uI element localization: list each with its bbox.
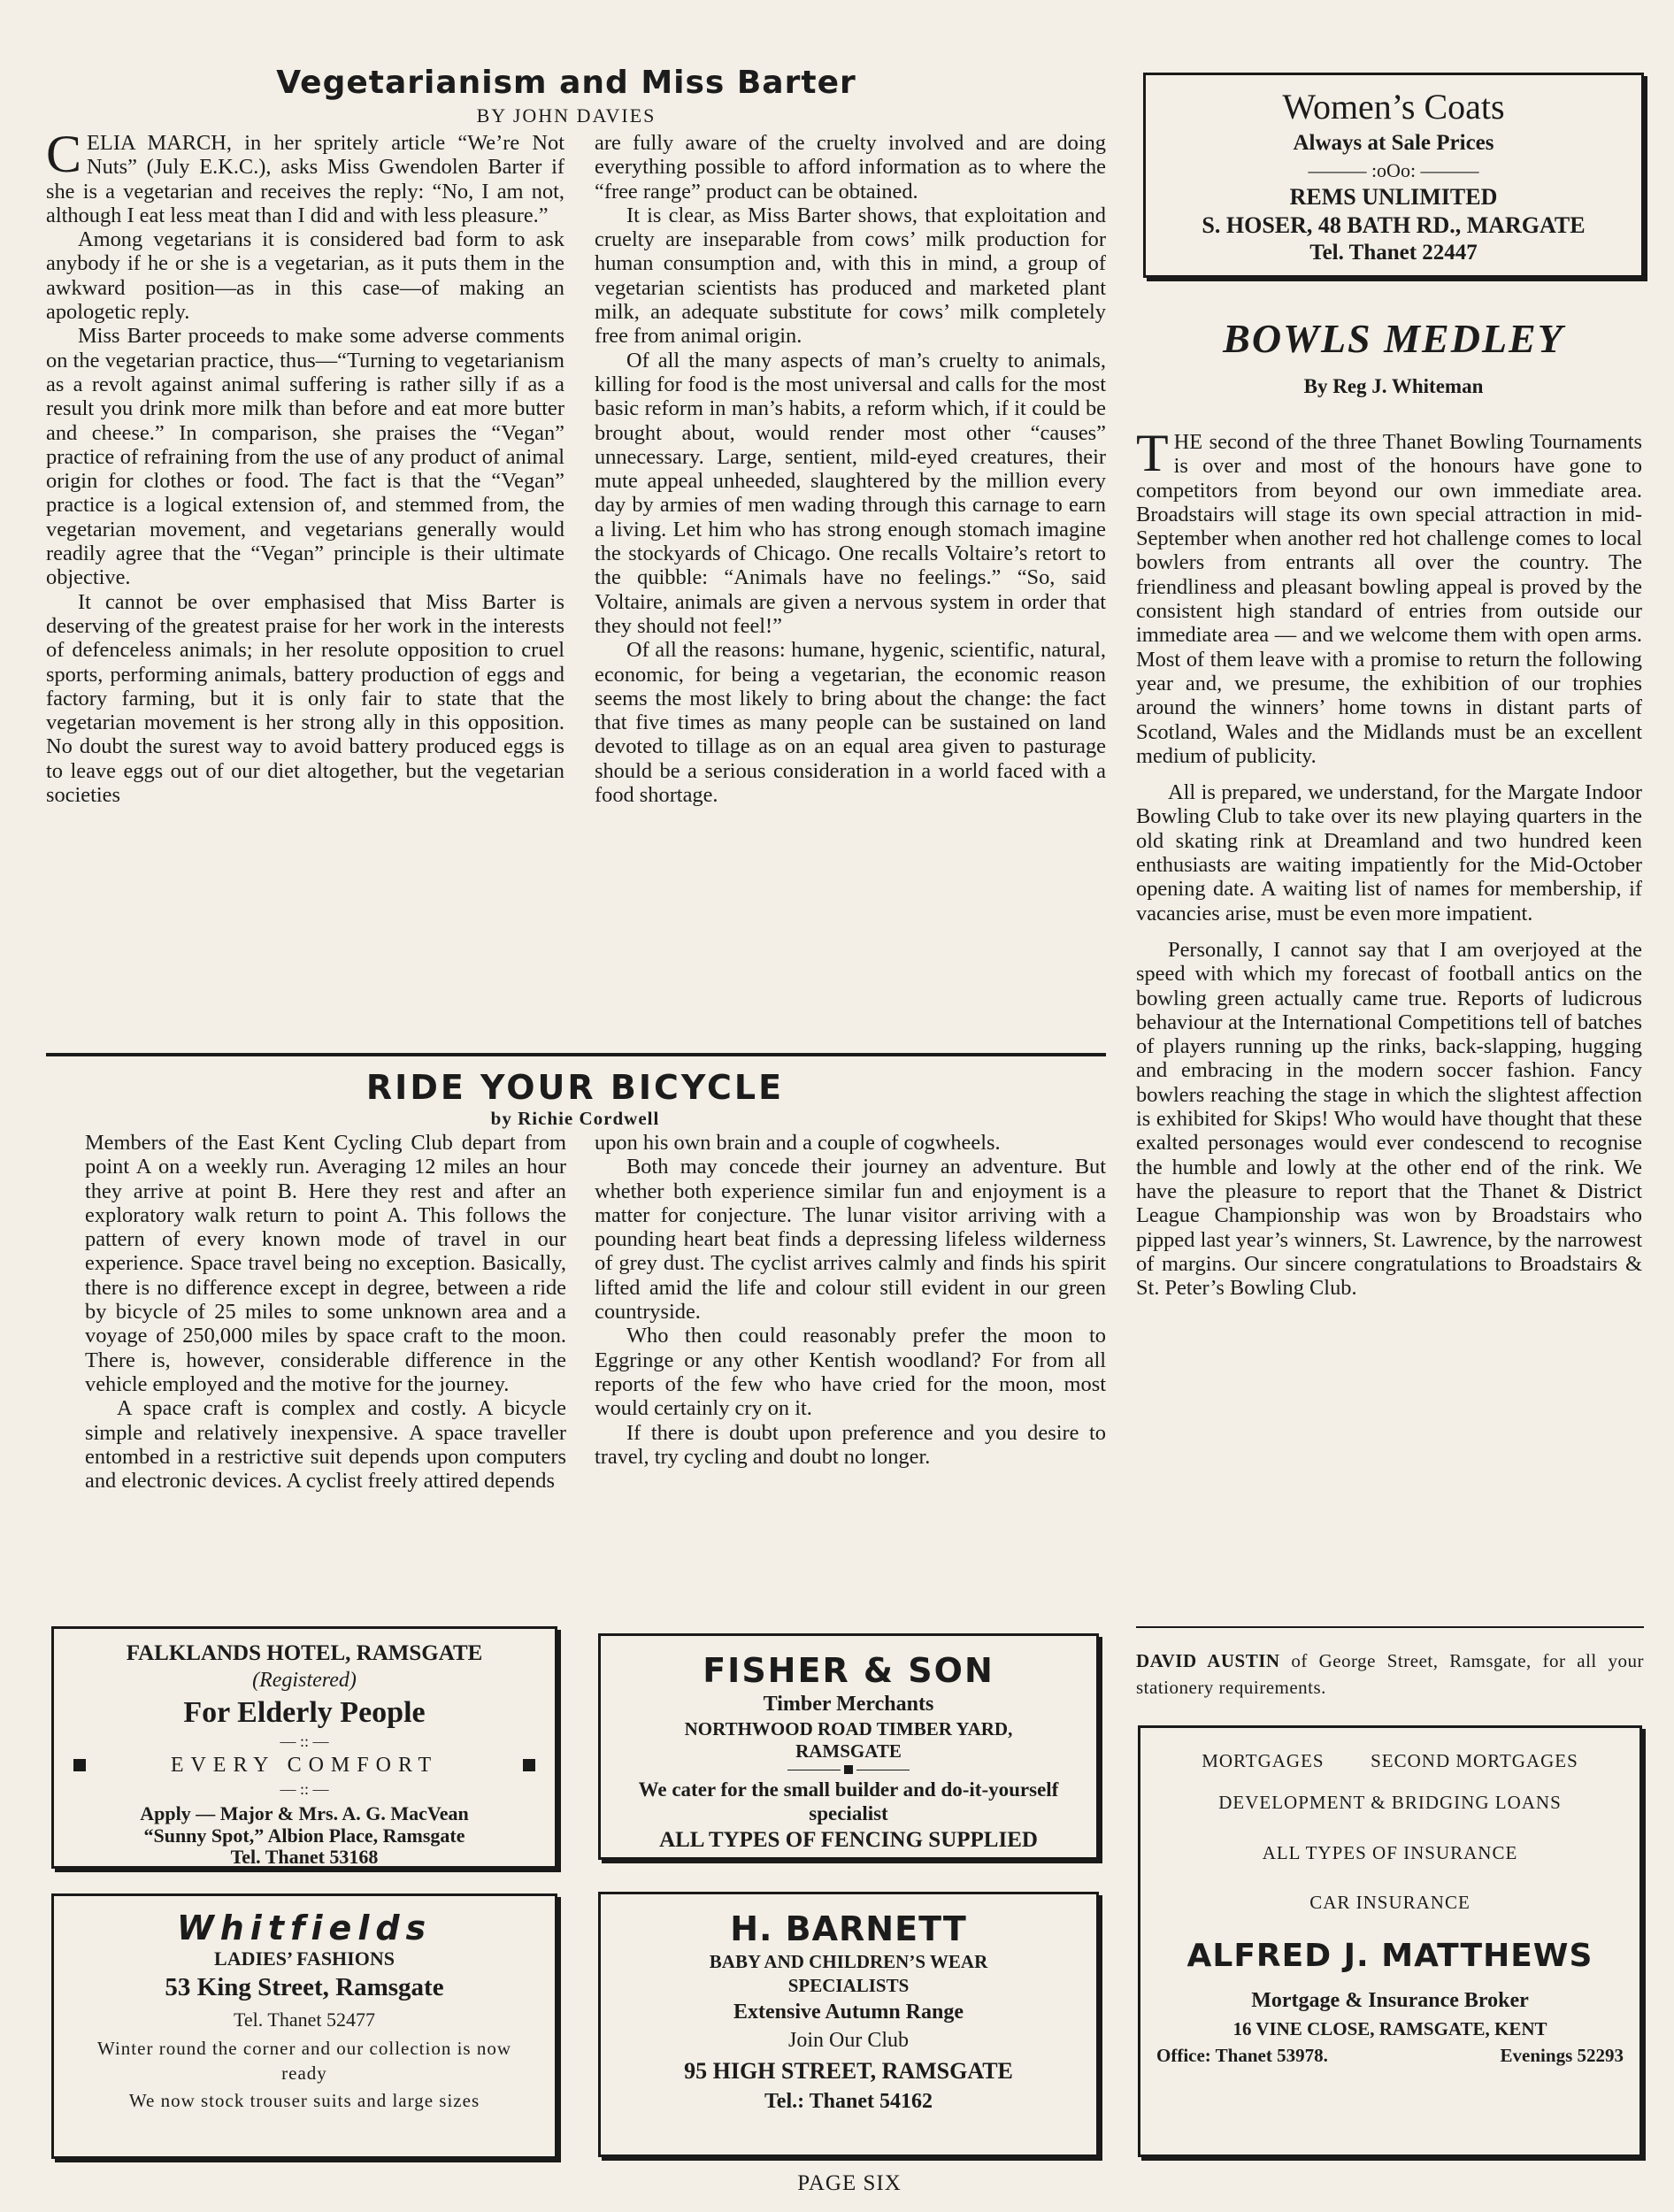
square-bullet-icon [844,1765,853,1774]
ad-divider: — :: — [280,1732,329,1750]
paragraph: Personally, I cannot say that I am overjoyed at the speed with which my forecast of football antics on the bowling green actually came true. Reports of ludicrous behaviour at the International Competitions tell of batches of players running up the rinks, back-slapping, hugging and embracing in the modern soccer fashion. Fancy bowlers reaching the stage in which the slightest affection is exhibited for Skips! Who would have thought that these exalted personages would ever condescend to recognise the humble and lowly at the other end of the rink. We have the pleasure to report that the Thanet & District League Championship was won by Broadstairs who pipped last year’s winners, St. Lawrence, by the narrowest of margins. Our sincere congratulations to Broadstairs & St. Peter’s Bowling Club. [1136,937,1642,1301]
ad-line: Tel.: Thanet 54162 [764,2090,933,2113]
bicycle-title: RIDE YOUR BICYCLE [365,1068,785,1107]
ad-line: MORTGAGES [1202,1750,1325,1771]
ad-line: 95 HIGH STREET, RAMSGATE [684,2058,1013,2084]
ad-line: SPECIALISTS [787,1975,910,1996]
ad-line: DEVELOPMENT & BRIDGING LOANS [1218,1792,1562,1813]
ad-title: FALKLANDS HOTEL, RAMSGATE [126,1641,483,1665]
bowls-column [1136,424,1642,1301]
paragraph: upon his own brain and a couple of cogwheels. [595,1131,1001,1155]
ad-line: BABY AND CHILDREN’S WEAR [709,1951,988,1972]
ad-line: (Registered) [252,1669,357,1692]
evening-phone: Evenings 52293 [1500,2045,1624,2066]
ad-title: H. BARNETT [730,1909,967,1948]
womens-coats-ad [1143,73,1644,278]
paragraph: ELIA MARCH, in her spritely article “We’re Not Nuts” (July E.K.C.), asks Miss Gwendolen Barter if she is a vegetarian and receives the reply: “No, I am not, although I eat less meat than I did and with less pleasure.” [46,131,564,227]
ad-line: Always at Sale Prices [1293,131,1494,155]
ad-line: Tel. Thanet 22447 [1309,241,1478,265]
ad-line: Extensive Autumn Range [733,2001,964,2024]
paragraph: Of all the reasons: humane, hygenic, scientific, natural, economic, for being a vegetarian, the economic reason seems the most likely to bring about the change: the fact that five times as many people can be sustained on land devoted to tillage as on an equal area given to pasturage should be a serious consideration in a world faced with a food shortage. [595,638,1106,808]
section-divider [46,1053,1106,1056]
vegetarianism-column-1 [46,125,564,808]
paragraph: Miss Barter proceeds to make some adverse comments on the vegetarian practice, thus—“Turning to vegetarianism as a revolt against animal suffering is rather silly if as a result you drink more milk than before and eat more butter and cheese.” In comparison, she praises the “Vegan” practice of refraining from the use of any product of animal origin for clothes or food. The fact is that the “Vegan” practice is a logical extension of, and stemmed from, the vegetarian movement, and vegetarians generally would readily agree that the “Vegan” principle is their ultimate objective. [46,324,564,590]
ad-line: Winter round the corner and our collection is now ready [96,2038,512,2084]
fisher-and-son-ad [598,1633,1099,1860]
paragraph: Of all the many aspects of man’s cruelty to animals, killing for food is the most universal and calls for the most basic reform in man’s habits, a reform which, if it could be brought about, would render most other “causes” unnecessary. Large, sentient, mild-eyed creatures, their mute appeal unheeded, slaughtered by the million every day by armies of men wading through this carnage to earn a living. Let him who has strong enough stomach imagine the stockyards of Chicago. One recalls Voltaire’s retort to the quibble: “Animals have no feelings.” “So, said Voltaire, animals are given a nervous system in order that they should not feel!” [595,348,1106,638]
bicycle-column-1 [85,1131,566,1493]
office-phone: Office: Thanet 53978. [1156,2045,1328,2066]
paragraph: Who then could reasonably prefer the moon to Eggringe or any other Kentish woodland? For from all reports of the few who have cried for the moon, most would certainly cry on it. [595,1324,1106,1421]
ad-title: FISHER & SON [703,1651,994,1690]
paragraph: Both may concede their journey an adventure. But whether both experience similar fun and enjoyment is a matter for conjecture. The lunar visitor arriving with a pounding heart beat finds a depressing lifeless wilderness of grey dust. The cyclist arrives calmly and finds his spirit lifted amid the life and colour still evident in our green countryside. [595,1155,1106,1325]
paragraph: It cannot be over emphasised that Miss Barter is deserving of the greatest praise for her work in the interests of defenceless animals; in her resolute opposition to cruel sports, performing animals, battery production of eggs and factory farming, but it is only fair to state that the vegetarian movement is her strong ally in this opposition. No doubt the surest way to avoid battery produced eggs is to leave eggs out of our diet altogether, but the vegetarian societies [46,589,564,808]
vegetarianism-title: Vegetarianism and Miss Barter [276,65,856,101]
ad-line: Apply — Major & Mrs. A. G. MacVean [140,1802,469,1824]
ad-line: Join Our Club [787,2029,909,2052]
ad-divider [601,1762,1096,1778]
notice-text: of George Street, Ramsgate, for all your stationery requirements. [1136,1650,1644,1698]
bicycle-column-2 [595,1131,1106,1469]
bicycle-byline: by Richie Cordwell [490,1108,660,1129]
ad-line: S. HOSER, 48 BATH RD., MARGATE [1202,212,1586,238]
drop-cap: C [46,125,82,183]
barnett-ad [598,1892,1099,2157]
ad-line: We cater for the small builder and do-it-yourself specialist [638,1778,1059,1824]
ad-line: REMS UNLIMITED [1289,184,1498,210]
ad-line: Tel. Thanet 53168 [230,1846,379,1868]
ad-line: EVERY COMFORT [170,1754,439,1777]
ad-line: We now stock trouser suits and large sizes [128,2090,480,2111]
ad-title: ALFRED J. MATTHEWS [1186,1938,1593,1974]
paragraph: It is clear, as Miss Barter shows, that exploitation and cruelty are inseparable from cows’ milk production for human consumption and, with this in mind, a group of vegetarian scientists has produced and marketed plant milk, an adequate substitute for cows’ milk completely free from animal origin. [595,203,1106,349]
vegetarianism-byline: BY JOHN DAVIES [476,104,657,127]
ad-title: Whitfields [176,1909,433,1947]
ad-line [1140,2041,1639,2070]
comfort-line [54,1749,555,1781]
ad-line: ALL TYPES OF INSURANCE [1262,1842,1518,1863]
column-divider [1136,1626,1644,1628]
bowls-title: BOWLS MEDLEY [1223,316,1564,361]
ad-line: LADIES’ FASHIONS [214,1947,395,1970]
paragraph: HE second of the three Thanet Bowling Tournaments is over and most of the honours have gone to competitors from beyond our own immediate area. Broadstairs will stage its own special attraction in mid-September when another red hot challenge comes to local bowlers from entrants all over the country. The friendliness and pleasant bowling appeal is proved by the consistent high standard of entries from outside our immediate area — and we welcome them with open arms. Most of them leave with a promise to return the following year and, we presume, the exhibition of our trophies around the winners’ home towns in distant parts of Scotland, Wales and the Midlands must be an excellent medium of publicity. [1136,430,1642,768]
ad-line: Mortgage & Insurance Broker [1251,1989,1529,2012]
ad-line [1140,1746,1639,1776]
ad-title: Women’s Coats [1282,87,1505,127]
ad-divider: — :: — [280,1780,329,1798]
advertiser-name: DAVID AUSTIN [1136,1650,1280,1671]
paragraph: Among vegetarians it is considered bad form to ask anybody if he or she is a vegetarian, as it puts them in the awkward position—as in this case—of making an apologetic reply. [46,227,564,325]
page-number: PAGE SIX [797,2171,902,2195]
ad-line: NORTHWOOD ROAD TIMBER YARD, [684,1718,1013,1740]
bowls-byline: By Reg J. Whiteman [1303,375,1484,397]
ad-line: “Sunny Spot,” Albion Place, Ramsgate [143,1824,465,1847]
ad-line: ALL TYPES OF FENCING SUPPLIED [659,1828,1038,1852]
david-austin-notice [1136,1647,1644,1701]
falklands-hotel-ad [51,1626,557,1869]
drop-cap: T [1136,424,1169,482]
ad-divider: ——— :oOo: ——— [1308,159,1479,181]
paragraph: A space craft is complex and costly. A bicycle simple and relatively inexpensive. A space traveller entombed in a restrictive suit depends upon computers and electronic devices. A cyclist freely attired depends [85,1396,566,1494]
paragraph: All is prepared, we understand, for the Margate Indoor Bowling Club to take over its new playing quarters in the old skating rink at Dreamland and two hundred keen enthusiasts are waiting impatiently for the Mid-October opening date. A waiting list of names for membership, if vacancies arise, must be even more impatient. [1136,780,1642,926]
paragraph: Members of the East Kent Cycling Club depart from point A on a weekly run. Averaging 12 miles an hour they arrive at point B. Here they rest and after an exploratory walk return to point A. This follows the pattern of every known mode of travel in our experience. Space travel being no exception. Basically, there is no difference except in degree, between a ride by bicycle of 25 miles to some unknown area and a voyage of 250,000 miles by space craft to the moon. There is, however, considerable difference in the vehicle employed and the motive for the journey. [85,1131,566,1396]
paragraph: If there is doubt upon preference and you desire to travel, try cycling and doubt no longer. [595,1420,1106,1469]
square-bullet-icon [523,1759,535,1771]
ad-line: CAR INSURANCE [1309,1892,1471,1913]
ad-line: RAMSGATE [795,1740,902,1762]
whitfields-ad [51,1893,557,2159]
matthews-ad [1138,1725,1642,2157]
vegetarianism-column-2 [595,131,1106,807]
ad-line: SECOND MORTGAGES [1371,1750,1578,1771]
paragraph: are fully aware of the cruelty involved and are doing everything possible to afford information as to where the “free range” product can be obtained. [595,131,1106,204]
ad-line: 53 King Street, Ramsgate [165,1973,444,2001]
ad-line: 16 VINE CLOSE, RAMSGATE, KENT [1232,2018,1547,2039]
ad-headline: For Elderly People [183,1696,426,1729]
square-bullet-icon [73,1759,86,1771]
ad-line: Timber Merchants [763,1693,934,1716]
ad-line: Tel. Thanet 52477 [234,2008,375,2031]
